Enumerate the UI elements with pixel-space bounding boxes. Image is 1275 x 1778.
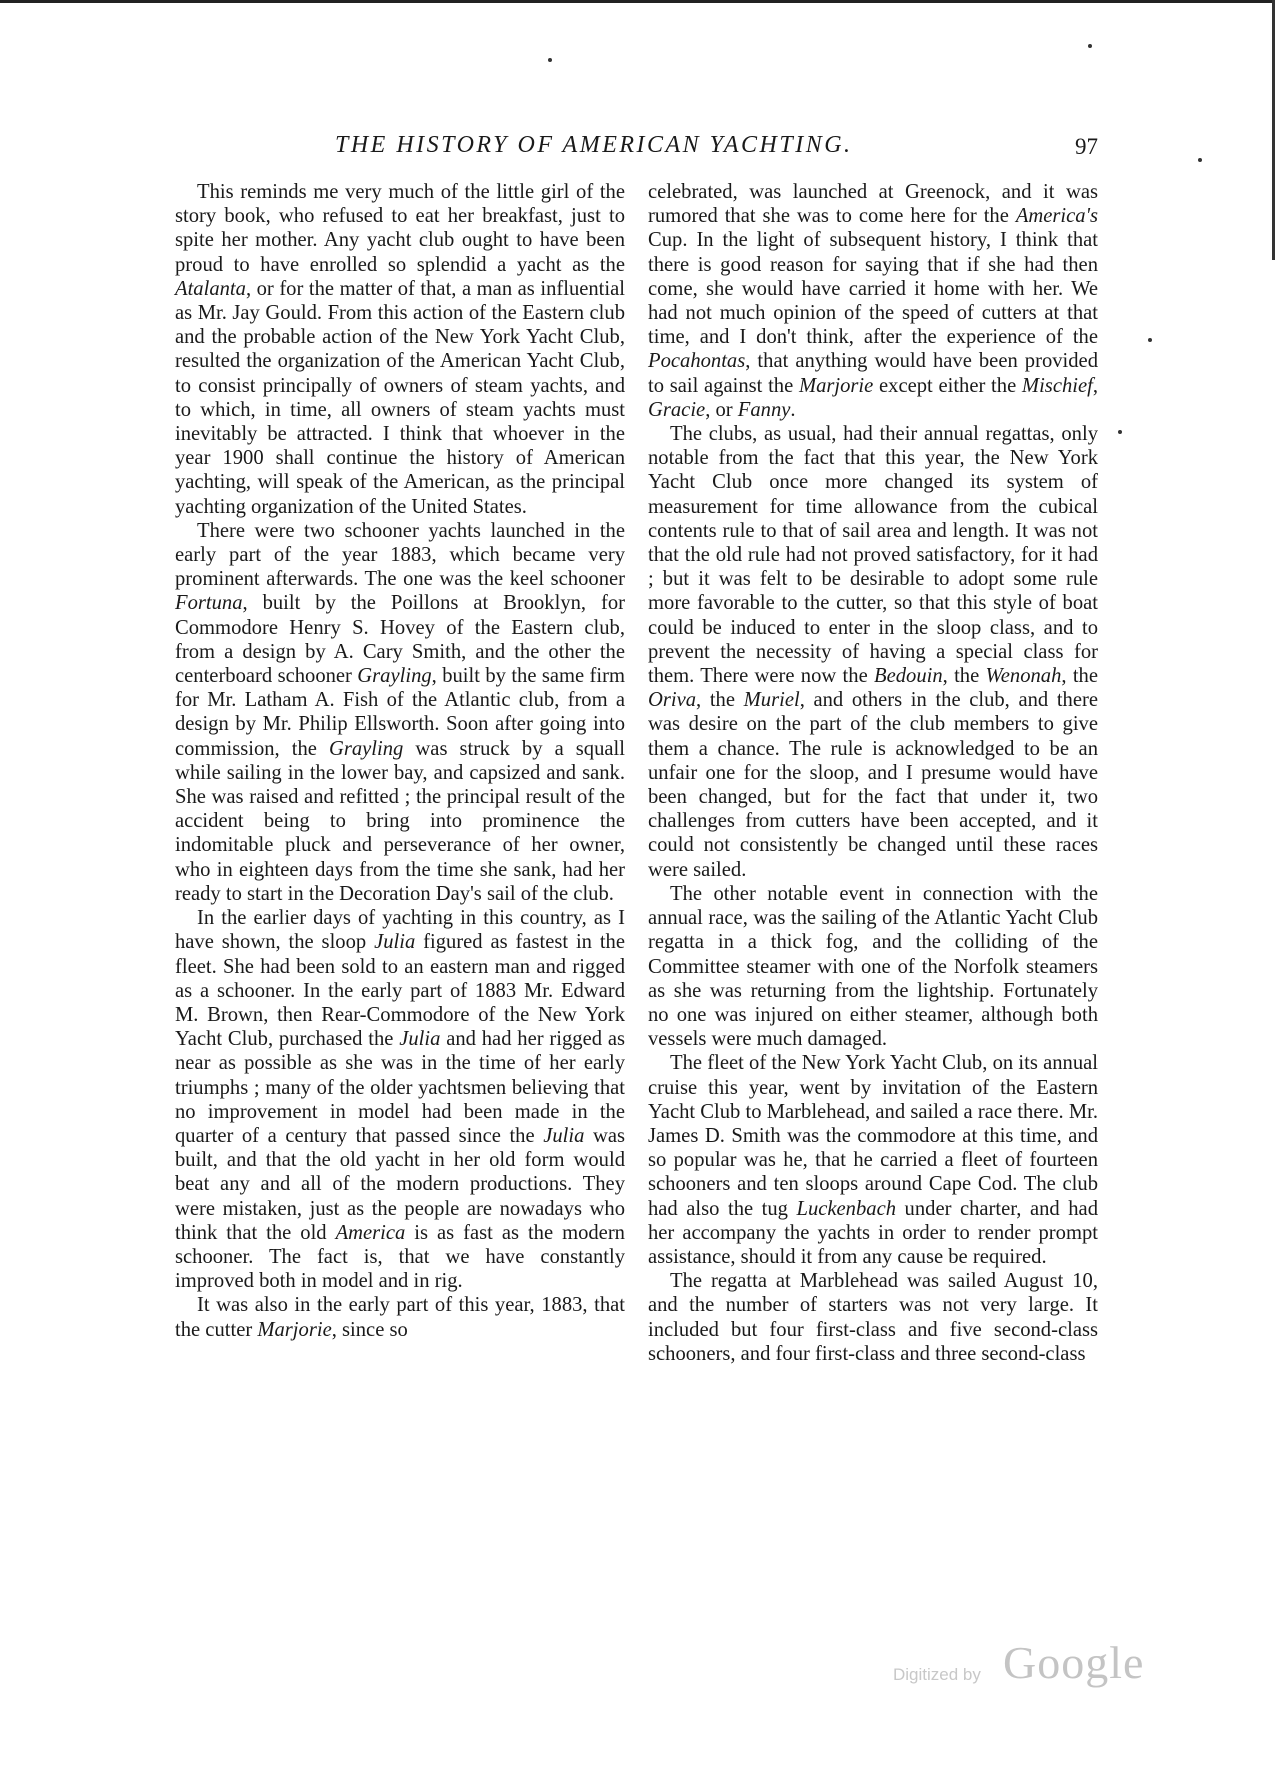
text-run: , built by the same firm for Mr. Latham A. Fish of the Atlantic club, from a design by Mr. Philip Ellsworth. Soon after going into commission, the bbox=[175, 665, 626, 760]
italic-name: Grayling bbox=[357, 665, 432, 688]
text-run: The other notable event in connection with the annual race, was the sailing of the Atlantic Yacht Club regatta in a thick fog, and the colliding of the Committee steamer with one of the Norfolk steamers as she was returning from the lightship. Fortunately no one was injured on either steamer, although both vessels were much damaged. bbox=[648, 882, 1098, 1051]
italic-name: Muriel bbox=[743, 689, 800, 712]
text-run: , and others in the club, and there was desire on the part of the club members to give them a chance. The rule is acknowledged to be an unfair one for the sloop, and I presume would have been changed, but for the fact that under it, two challenges from cutters have been accepted, and it could not consistently be changed until these races were sailed. bbox=[648, 689, 1098, 881]
text-run: was built, and that the old yacht in her old form would beat any and all of the modern productions. They were mistaken, just as the people are nowadays who think that the old bbox=[175, 1124, 625, 1244]
text-run: , bbox=[1092, 374, 1098, 397]
right-text-column bbox=[648, 180, 1098, 1366]
text-run: The regatta at Marblehead was sailed August 10, and the number of starters was not very large. It included but four first-class and five second-class schooners, and four first-class and three second-class bbox=[648, 1270, 1098, 1365]
text-run: It was also in the early part of this year, 1883, that the cutter bbox=[175, 1294, 625, 1341]
italic-name: Wenonah bbox=[985, 665, 1062, 688]
italic-name: Marjorie bbox=[798, 374, 874, 397]
paragraph bbox=[648, 1051, 1098, 1269]
italic-name: Gracie bbox=[648, 398, 706, 421]
scan-speck bbox=[1118, 430, 1122, 434]
scan-speck bbox=[1088, 44, 1092, 48]
italic-name: Fortuna bbox=[175, 592, 243, 615]
page-number: 97 bbox=[1075, 134, 1098, 159]
scan-speck bbox=[548, 58, 552, 62]
text-run: Cup. In the light of subsequent history, I think that there is good reason for saying that if she had then come, she would have carried it home with her. We had not much opinion of the speed of cutters at that time, and I don't think, after the experience of the bbox=[648, 229, 1098, 349]
watermark-prefix: Digitized by bbox=[893, 1665, 981, 1684]
google-logo: Google bbox=[1003, 1637, 1145, 1688]
text-run: is as fast as the modern schooner. The fact is, that we have constantly improved both in model and in rig. bbox=[175, 1221, 625, 1293]
italic-name: Luckenbach bbox=[796, 1197, 897, 1220]
text-run: , built by the Poillons at Brooklyn, for Commodore Henry S. Hovey of the Eastern club, from a design by A. Cary Smith, and the other the centerboard schooner bbox=[175, 592, 625, 688]
paragraph bbox=[648, 1269, 1098, 1366]
italic-name: Oriva bbox=[648, 689, 697, 712]
text-run: , the bbox=[1061, 665, 1098, 688]
left-text-column bbox=[175, 180, 625, 1342]
italic-name: Julia bbox=[399, 1028, 441, 1051]
text-run: except either the bbox=[873, 374, 1022, 397]
text-run: , or for the matter of that, a man as influential as Mr. Jay Gould. From this action of the Eastern club and the probable action of the New York Yacht Club, resulted the organization of the American Yacht Club, to consist principally of owners of steam yachts, and to which, in time, all owners of steam yachts must inevitably be attracted. I think that whoever in the year 1900 shall continue the history of American yachting, will speak of the American, as the principal yachting organization of the United States. bbox=[175, 277, 625, 518]
text-run: This reminds me very much of the little girl of the story book, who refused to eat her breakfast, just to spite her mother. Any yacht club ought to have been proud to have enrolled so splendid a yacht as the bbox=[175, 181, 625, 276]
text-run: , the bbox=[696, 689, 744, 712]
paragraph bbox=[648, 882, 1098, 1051]
italic-name: America bbox=[335, 1221, 406, 1244]
text-run: , that anything would have been provided to sail against the bbox=[648, 350, 1098, 397]
paragraph bbox=[175, 906, 625, 1293]
text-run: , or bbox=[705, 398, 738, 421]
italic-name: Julia bbox=[374, 931, 416, 954]
paragraph bbox=[175, 180, 625, 519]
italic-name: America's bbox=[1015, 205, 1098, 228]
paragraph bbox=[175, 519, 625, 906]
scan-speck bbox=[1148, 338, 1152, 342]
text-run: and had her rigged as near as possible as she was in the time of her early triumphs ; many of the older yachtsmen believing that no improvement in model had been made in the quarter of a century that passed since the bbox=[175, 1028, 625, 1147]
italic-name: Fanny bbox=[737, 398, 791, 421]
text-run: figured as fastest in the fleet. She had been sold to an eastern man and rigged as a schooner. In the early part of 1883 Mr. Edward M. Brown, then Rear-Commodore of the New York Yacht Club, purchased the bbox=[175, 931, 625, 1051]
text-run: The clubs, as usual, had their annual regattas, only notable from the fact that this year, the New York Yacht Club once more changed its system of measurement for time allowance from the cubical contents rule to that of sail area and length. It was not that the old rule had not proved satisfactory, for it had ; but it was felt to be desirable to adopt some rule more favorable to the cutter, so that this style of boat could be induced to enter in the sloop class, and to prevent the necessity of having a special class for them. There were now the bbox=[648, 423, 1098, 688]
text-run: under charter, and had her accompany the yachts in order to render prompt assistance, should it from any cause be required. bbox=[648, 1197, 1098, 1268]
italic-name: Pocahontas bbox=[648, 350, 746, 373]
running-title: THE HISTORY OF AMERICAN YACHTING. bbox=[335, 132, 853, 158]
italic-name: Atalanta bbox=[175, 277, 246, 300]
text-run: There were two schooner yachts launched in the early part of the year 1883, which became very prominent afterwards. The one was the keel schooner bbox=[175, 519, 625, 591]
paragraph bbox=[175, 1293, 625, 1341]
italic-name: Marjorie bbox=[257, 1318, 332, 1341]
page-header bbox=[335, 132, 1098, 166]
italic-name: Bedouin bbox=[874, 665, 943, 688]
text-run: , the bbox=[942, 665, 986, 688]
scan-edge-top bbox=[0, 0, 1275, 3]
italic-name: Mischief bbox=[1021, 374, 1093, 397]
scan-speck bbox=[1198, 158, 1202, 162]
text-run: The fleet of the New York Yacht Club, on its annual cruise this year, went by invitation of the Eastern Yacht Club to Marblehead, and sailed a race there. Mr. James D. Smith was the commodore at this time, and so popular was he, that he carried a fleet of fourteen schooners and ten sloops around Cape Cod. The club had also the tug bbox=[648, 1052, 1098, 1220]
text-run: celebrated, was launched at Greenock, and it was rumored that she was to come here for the bbox=[648, 181, 1098, 228]
italic-name: Grayling bbox=[328, 737, 404, 760]
paragraph bbox=[648, 180, 1098, 422]
digitized-by-google-watermark bbox=[893, 1635, 1173, 1695]
text-run: was struck by a squall while sailing in the lower bay, and capsized and sank. She was raised and refitted ; the principal result of the accident being to bring into prominence the indomitable pluck and perseverance of her owner, who in eighteen days from the time she sank, had her ready to start in the Decoration Day's sail of the club. bbox=[175, 737, 625, 905]
italic-name: Julia bbox=[543, 1124, 585, 1147]
text-run: In the earlier days of yachting in this country, as I have shown, the sloop bbox=[175, 907, 625, 954]
paragraph bbox=[648, 422, 1098, 882]
text-run: , since so bbox=[331, 1318, 408, 1341]
text-run: . bbox=[790, 398, 796, 421]
